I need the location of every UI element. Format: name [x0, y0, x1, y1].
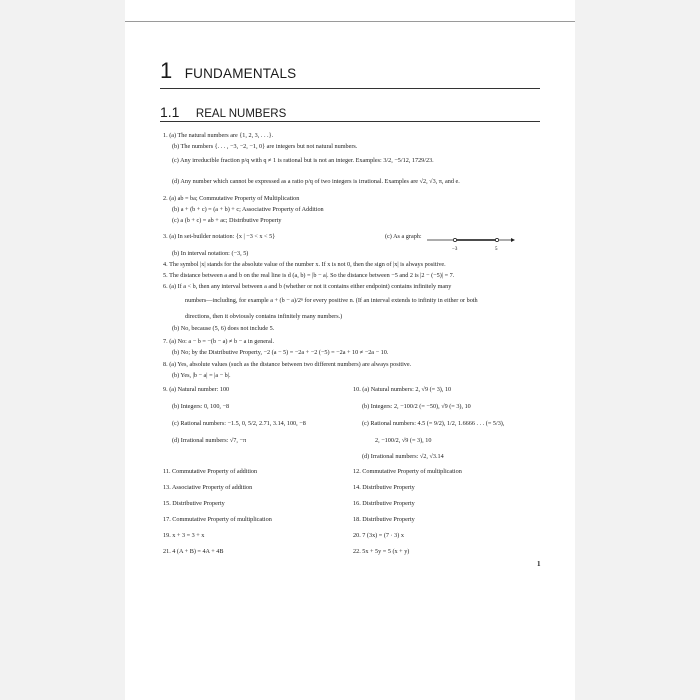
text-line: 21. 4 (A + B) = 4A + 4B [163, 548, 224, 555]
text-line: 7. (a) No: a − b = −(b − a) ≠ b − a in general. [163, 338, 275, 345]
text-line: 12. Commutative Property of multiplication [353, 468, 462, 475]
document-page [125, 0, 575, 700]
text-line: 2, −100/2, √9 (= 3), 10 [375, 437, 432, 444]
text-line: (d) Any number which cannot be expressed as a ratio p/q of two integers is irrational. Examples are √2, √3, π, and e. [172, 178, 460, 185]
text-line: 14. Distributive Property [353, 484, 415, 491]
text-line: 11. Commutative Property of addition [163, 468, 258, 475]
text-line: 2. (a) ab = ba; Commutative Property of Multiplication [163, 195, 300, 202]
graph-label-right: 5 [495, 247, 498, 252]
text-line: 5. The distance between a and b on the real line is d (a, b) = |b − a|. So the distance between −5 and 2 is |2 − (−5)| = 7. [163, 272, 455, 279]
text-line: (b) In interval notation: (−3, 5) [172, 250, 249, 257]
text-line: (b) Integers: 0, 100, −8 [172, 403, 230, 410]
open-endpoint-left [453, 238, 456, 241]
text-line: (c) Rational numbers: 4.5 (= 9/2), 1/2, 1.6666 . . . (= 5/3), [362, 420, 505, 427]
text-line: 16. Distributive Property [353, 500, 415, 507]
text-line: 15. Distributive Property [163, 500, 225, 507]
text-line: 22. 5x + 5y = 5 (x + y) [353, 548, 410, 555]
text-line: 18. Distributive Property [353, 516, 415, 523]
text-line: (b) No; by the Distributive Property, −2 (a − 5) = −2a + −2 (−5) = −2a + 10 ≠ −2a − 10. [172, 349, 389, 356]
chapter-rule [160, 88, 540, 89]
section-rule [160, 121, 540, 122]
text-line: 4. The symbol |x| stands for the absolute value of the number x. If x is not 0, then the sign of |x| is always positive. [163, 261, 446, 268]
section-heading [160, 104, 286, 122]
open-endpoint-right [495, 238, 498, 241]
text-line: 1. (a) The natural numbers are {1, 2, 3, . . .}. [163, 132, 274, 139]
text-line: 17. Commutative Property of multiplication [163, 516, 272, 523]
chapter-number: 1 [160, 58, 173, 83]
text-line: 20. 7 (3x) = (7 · 3) x [353, 532, 404, 539]
text-line: 6. (a) If a < b, then any interval between a and b (whether or not it contains either endpoint) contains infinitely many [163, 283, 452, 290]
text-line: 10. (a) Natural numbers: 2, √9 (= 3), 10 [353, 386, 452, 393]
text-line: (b) No, because (5, 6) does not include 5. [172, 325, 275, 332]
section-number: 1.1 [160, 104, 180, 120]
header-rule [125, 21, 575, 22]
text-line: (b) a + (b + c) = (a + b) + c; Associative Property of Addition [172, 206, 324, 213]
text-line: directions, then it obviously contains infinitely many numbers.) [185, 313, 343, 320]
text-line: 9. (a) Natural number: 100 [163, 386, 230, 393]
text-line: (b) Yes, |b − a| = |a − b|. [172, 372, 231, 379]
text-line: 13. Associative Property of addition [163, 484, 253, 491]
text-line: 3. (a) In set-builder notation: {x | −3 < x < 5} [163, 233, 276, 240]
text-line: (c) a (b + c) = ab + ac; Distributive Property [172, 217, 282, 224]
text-line: (b) The numbers {. . . , −3, −2, −1, 0} are integers but not natural numbers. [172, 143, 358, 150]
text-line: (c) Any irreducible fraction p/q with q ≠ 1 is rational but is not an integer. Examples: 3/2, −5/12, 1729/23. [172, 157, 434, 164]
text-line: (c) As a graph: [385, 233, 422, 240]
text-line: (b) Integers: 2, −100/2 (= −50), √9 (= 3), 10 [362, 403, 471, 410]
page-number: 1 [537, 560, 541, 568]
text-line: (d) Irrational numbers: √7, −π [172, 437, 247, 444]
interval-graph [425, 233, 515, 257]
section-title: REAL NUMBERS [195, 108, 287, 120]
text-line: (d) Irrational numbers: √2, √3.14 [362, 453, 444, 460]
text-line: (c) Rational numbers: −1.5, 0, 5/2, 2.71, 3.14, 100, −8 [172, 420, 306, 427]
chapter-title: FUNDAMENTALS [184, 66, 297, 81]
arrow-icon [511, 238, 515, 242]
graph-label-left: −3 [452, 247, 458, 252]
text-line: 19. x + 3 = 3 + x [163, 532, 205, 539]
chapter-heading [160, 58, 296, 84]
text-line: numbers—including, for example a + (b − a)/2ⁿ for every positive n. (If an interval extends to infinity in either or both [185, 297, 478, 304]
text-line: 8. (a) Yes, absolute values (such as the distance between two different numbers) are always positive. [163, 361, 412, 368]
